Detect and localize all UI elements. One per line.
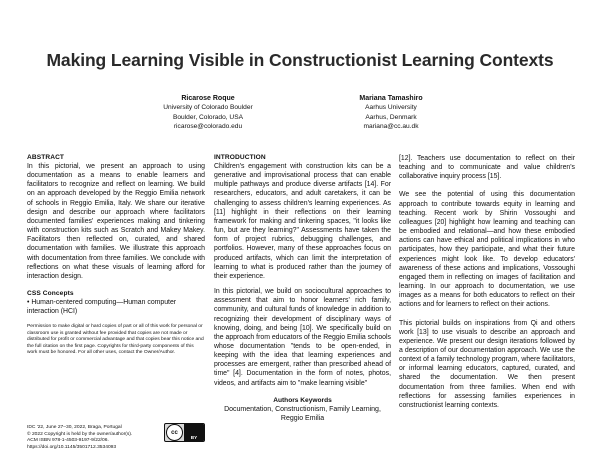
ccs-heading: CSS Concepts [27, 290, 74, 298]
introduction-heading: INTRODUCTION [214, 154, 266, 161]
author-location: Boulder, Colorado, USA [172, 113, 243, 121]
abstract-text: In this pictorial, we present an approach to using documentation as a means to enable learners and facilitators to recognize and reflect on learning. We build on an approach developed by the Reggio Emilia network of schools in Reggio Emilia, Italy. We share our iterative design and describe our approach where facilitators documented families' experiences making and tinkering with construction kits such as Scratch and Makey Makey. Facilitators then reflected on, curated, and shared documentation with families. We illustrate this approach with documentation from three families. We conclude with reflections on what these visuals of learning afford for interaction design. [27, 163, 205, 280]
right-paragraph-2: We see the potential of using this documentation approach to contribute towards equity in learning and teaching. Recent work by Shirin Vossoughi and colleagues [20] highlight how learning and teaching can be embodied and relational—and how these embodied actions can have ethical and political implications in who participates, how they participate, and what their future experiences might look like. To develop educators' awareness of these actions and implications, Vossoughi engaged them in reflecting on images of facilitation and learning. In our approach to documentation, we use images as a means for both educators to reflect on their actions and for learners to reflect on their actions. [399, 191, 575, 309]
keywords-heading: Authors Keywords [273, 397, 332, 404]
author-affiliation: Aarhus University [365, 104, 417, 112]
right-paragraph-1: [12]. Teachers use documentation to reflect on their teaching and to communicate and value children's collaborative inquiry process [15]. [399, 155, 575, 181]
cc-by-license-icon [164, 423, 205, 442]
permission-notice: Permission to make digital or hard copies of part or all of this work for personal or classroom use is granted without fee provided that copies are not made or distributed for profit or commercial advantage and that copies bear this notice and the full citation on the first page. Copyrights for third-party components of this work must be honored. For all other uses, contact the Owner/Author. [27, 324, 204, 356]
keywords-block [214, 397, 391, 423]
author-email: mariana@cc.au.dk [363, 123, 419, 131]
paper-title: Making Learning Visible in Constructionist Learning Contexts [46, 50, 554, 70]
right-column [399, 154, 575, 410]
ccs-text: • Human-centered computing—Human computer interaction (HCI) [27, 299, 177, 316]
citation-conference: IDC '22, June 27–30, 2022, Braga, Portugal [27, 425, 122, 430]
cc-icon: cc [166, 424, 183, 441]
author-name: Mariana Tamashiro [359, 95, 423, 102]
citation-block [27, 425, 205, 451]
by-icon: BY [184, 424, 204, 441]
right-paragraph-3: This pictorial builds on inspirations from Qi and others work [13] to use visuals to describe an approach and experience. We present our design iterations followed by a description of our documentation approach. We use the context of a family technology program, where facilitators, or informal learning educators, captured, curated, and shared the documentation. We then present documentation from three families. When end with reflections for assessing families experiences in constructionist learning contexts. [399, 319, 575, 409]
keywords-text: Documentation, Constructionism, Family Learning, Reggio Emilia [224, 406, 381, 422]
author-block-2 [291, 94, 491, 132]
author-affiliation: University of Colorado Boulder [163, 104, 253, 112]
introduction-paragraph-2: In this pictorial, we build on sociocultural approaches to assessment that aim to honor learners' rich family, community, and cultural funds of knowledge in addition to recognizing their development of disciplinary ways of knowing, doing, and being [10]. We specifically build on the approach from educators of the Reggio Emilia schools whose documentation "tends to be open-ended, in keeping with the idea that learning experiences and processes are emergent, rather than prescribed ahead of time" [4]. Documentation in the form of notes, photos, videos, and artifacts aim to "make learning visible" [214, 288, 391, 387]
citation-doi: https://doi.org/10.1145/3501712.3534093 [27, 444, 117, 450]
middle-column [214, 154, 391, 388]
introduction-paragraph-1: Children's engagement with construction kits can be a generative and improvisational process that can enable multiple pathways and produce diverse artifacts [14]. For researchers, educators, and adult caretakers, it can be challenging to assess children's learning experiences. As [11] highlight in their reflections on their learning framework for making and tinkering spaces, "it looks like fun, but are they learning?" Assessments have taken the form of project rubrics, debugging challenges, and portfolios. However, many of these approaches focus on produced artifacts, which can limit the interpretation of learning to what is produced rather than the journey of their experience. [214, 163, 391, 280]
left-column [27, 154, 205, 357]
author-name: Ricarose Roque [181, 95, 235, 102]
citation-isbn: ACM ISBN 978-1-4503-9197-9/22/06. [27, 438, 109, 443]
citation-copyright: © 2022 Copyright is held by the owner/author(s). [27, 431, 133, 437]
author-location: Aarhus, Denmark [365, 113, 417, 121]
author-block-1 [108, 94, 308, 132]
author-email: ricarose@colorado.edu [173, 123, 243, 131]
abstract-heading: ABSTRACT [27, 154, 65, 161]
